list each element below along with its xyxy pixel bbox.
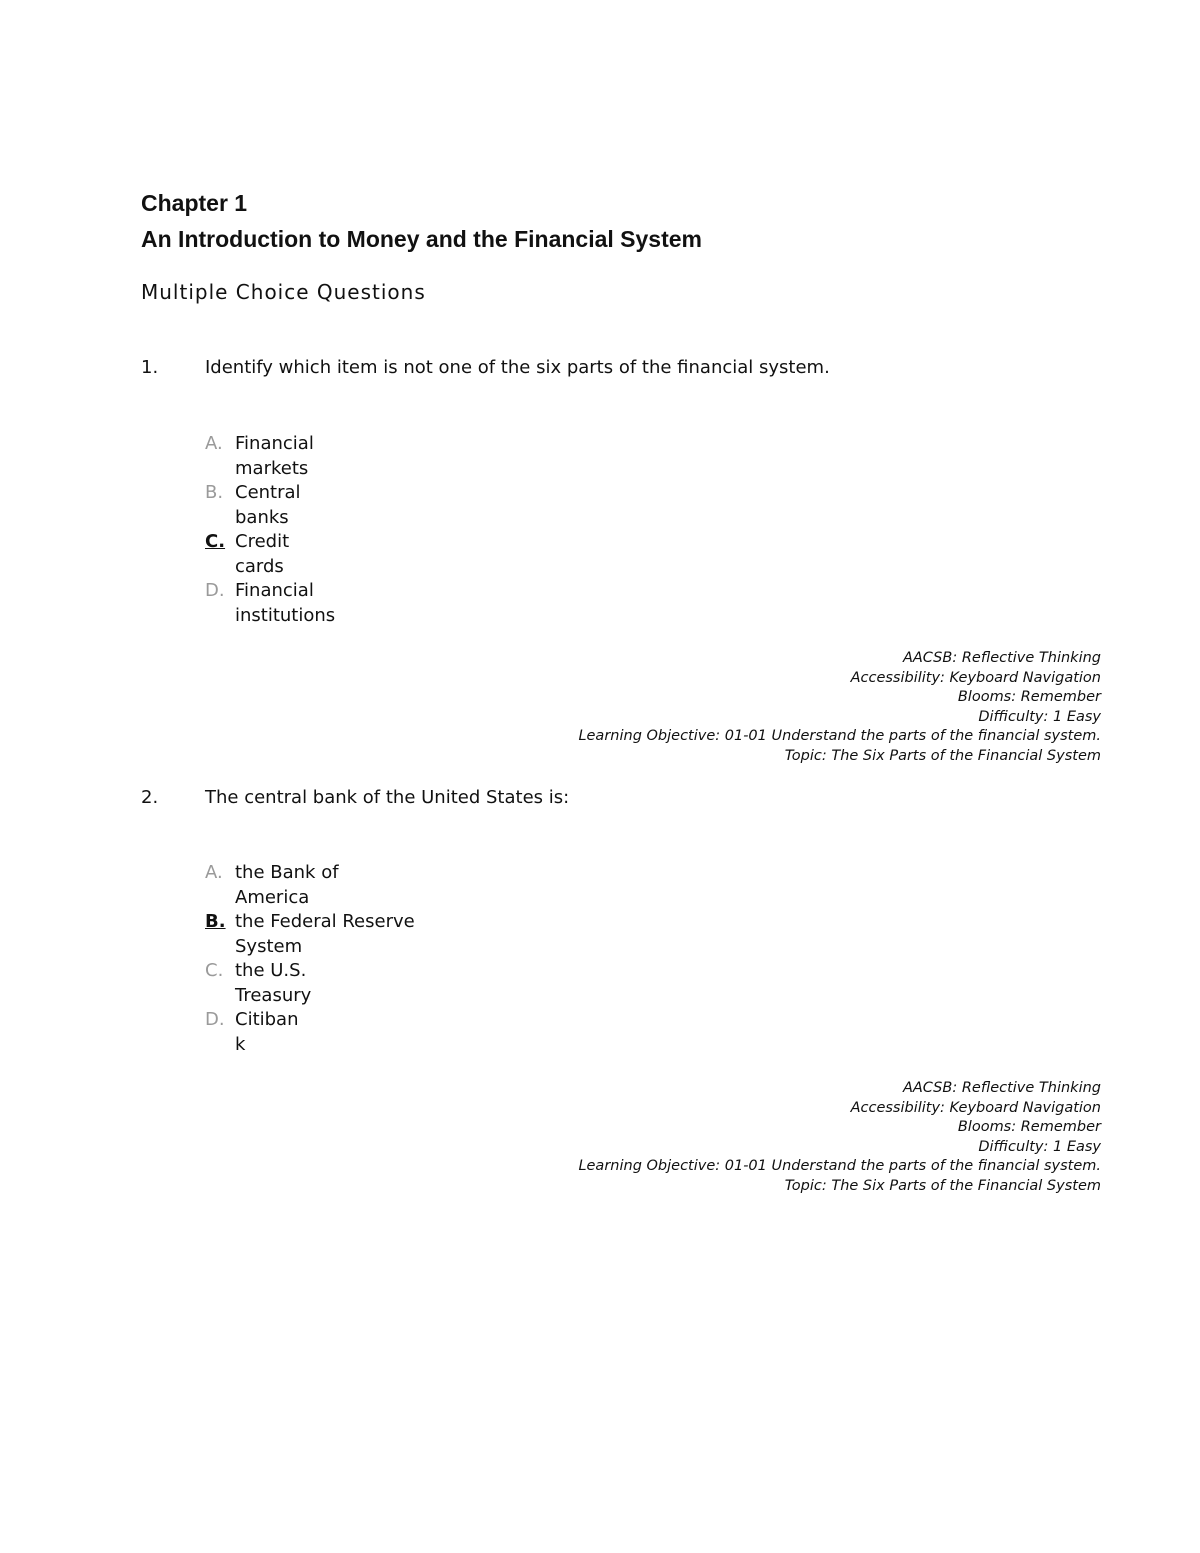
meta-blooms: Blooms: Remember: [957, 1119, 1101, 1135]
option-c: [205, 530, 335, 579]
question-metadata: [578, 649, 1101, 766]
option-b: [205, 481, 335, 530]
option-text-line2: markets: [235, 457, 309, 479]
option-text-line1: the Bank of: [235, 862, 339, 883]
option-text-line2: System: [235, 935, 303, 957]
meta-difficulty: Difficulty: 1 Easy: [978, 708, 1101, 725]
chapter-title: An Introduction to Money and the Financial System: [141, 226, 702, 252]
meta-aacsb: AACSB: Reflective Thinking: [902, 1080, 1101, 1096]
meta-aacsb: AACSB: Reflective Thinking: [902, 650, 1101, 666]
meta-accessibility: Accessibility: Keyboard Navigation: [850, 669, 1101, 686]
meta-accessibility: Accessibility: Keyboard Navigation: [850, 1099, 1101, 1116]
question-text: Identify which item is not one of the six parts of the financial system.: [205, 357, 830, 378]
meta-objective: Learning Objective: 01-01 Understand the parts of the financial system.: [578, 728, 1101, 744]
option-a: [205, 432, 335, 481]
option-letter-correct: C.: [205, 531, 226, 552]
option-letter: A.: [205, 433, 223, 454]
option-a: [205, 861, 415, 910]
answer-options: [205, 861, 415, 1057]
option-text-line1: Credit: [235, 531, 290, 552]
option-text-line1: Financial: [235, 433, 314, 454]
option-text-line2: cards: [235, 555, 284, 577]
chapter-heading: Chapter 1: [141, 190, 248, 216]
question-number: 1.: [141, 357, 159, 378]
meta-objective: Learning Objective: 01-01 Understand the parts of the financial system.: [578, 1158, 1101, 1174]
meta-blooms: Blooms: Remember: [957, 689, 1101, 705]
meta-difficulty: Difficulty: 1 Easy: [978, 1138, 1101, 1155]
option-text-line1: Financial: [235, 580, 314, 601]
option-letter: D.: [205, 580, 225, 601]
option-b: [205, 910, 415, 959]
option-letter: D.: [205, 1009, 225, 1030]
option-text-line2: America: [235, 886, 310, 908]
option-letter: B.: [205, 482, 224, 503]
option-text-line2: institutions: [235, 604, 336, 626]
question-number: 2.: [141, 787, 159, 808]
option-letter-correct: B.: [205, 911, 226, 932]
question-2: [141, 786, 1101, 1196]
option-c: [205, 959, 415, 1008]
option-text-line2: k: [235, 1033, 246, 1055]
meta-topic: Topic: The Six Parts of the Financial System: [784, 747, 1101, 764]
question-metadata: [578, 1079, 1101, 1196]
option-text-line1: Citiban: [235, 1009, 299, 1030]
option-text-line1: Central: [235, 482, 301, 503]
question-1: [141, 356, 1101, 766]
meta-topic: Topic: The Six Parts of the Financial System: [784, 1177, 1101, 1194]
option-letter: C.: [205, 960, 224, 981]
option-text-line2: banks: [235, 506, 289, 528]
option-text-line1: the U.S.: [235, 960, 307, 981]
option-d: [205, 1008, 415, 1057]
question-text: The central bank of the United States is:: [205, 787, 570, 808]
option-text-line1: the Federal Reserve: [235, 911, 415, 932]
answer-options: [205, 432, 335, 628]
section-heading: Multiple Choice Questions: [141, 280, 426, 304]
option-d: [205, 579, 335, 628]
option-text-line2: Treasury: [235, 984, 312, 1006]
option-letter: A.: [205, 862, 223, 883]
